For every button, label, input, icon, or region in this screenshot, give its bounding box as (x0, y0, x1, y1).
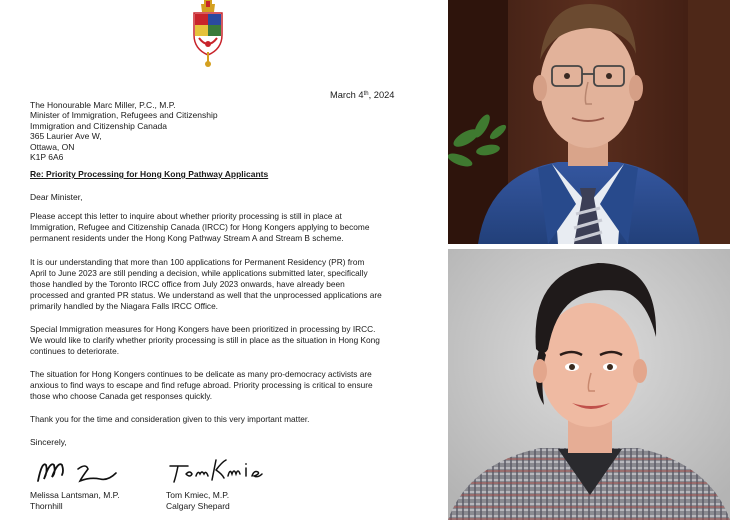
signer-name: Melissa Lantsman, M.P. (30, 490, 120, 500)
address-line: Minister of Immigration, Refugees and Citizenship (30, 110, 218, 121)
address-line: The Honourable Marc Miller, P.C., M.P. (30, 100, 176, 110)
signer-name: Tom Kmiec, M.P. (166, 490, 230, 500)
paragraph-line: It is our understanding that more than 100 applications for Permanent Residency (PR) from (30, 257, 365, 267)
paragraph-line: Thank you for the time and consideration given to this very important matter. (30, 414, 310, 424)
paragraph-line: continues to deteriorate. (30, 346, 120, 356)
portrait-man-photo (448, 0, 730, 244)
signer-block (30, 490, 120, 512)
letter-paragraph (30, 414, 408, 425)
parliament-crest-icon (190, 0, 226, 70)
signature-kmiec (166, 456, 264, 486)
letter-closing: Sincerely, (30, 437, 67, 447)
paragraph-line: those who choose Canada get responses quickly. (30, 391, 213, 401)
address-line: 365 Laurier Ave W, (30, 131, 102, 142)
letter-paragraph (30, 324, 408, 357)
paragraph-line: The situation for Hong Kongers continues to be delicate as many pro-democracy activists are (30, 369, 372, 379)
paragraph-line: April to June 2023 are still pending a decision, while applications submitted later, specifically (30, 268, 368, 278)
paragraph-line: permanent residents under the Hong Kong Pathway Stream A and Stream B scheme. (30, 233, 344, 243)
letter-paragraph (30, 369, 408, 402)
address-line: K1P 6A6 (30, 152, 64, 163)
paragraph-line: processed and granted PR status. We understand as well that the unprocessed applications are (30, 290, 382, 300)
address-line: Ottawa, ON (30, 141, 75, 152)
signer-riding: Calgary Shepard (166, 501, 230, 511)
letter-date: March 4th, 2024 (330, 90, 395, 100)
paragraph-line: anxious to find ways to escape and find refuge abroad. Priority processing is critical to ensure (30, 380, 373, 390)
paragraph-line: Please accept this letter to inquire about whether priority processing is still in place at (30, 211, 342, 221)
recipient-address (30, 100, 218, 162)
paragraph-line: We would like to clarify whether priority processing is still in place as the situation in Hong Kong (30, 335, 380, 345)
paragraph-line: Immigration, Refugee and Citizenship Canada (IRCC) for Hong Kongers applying to become (30, 222, 370, 232)
letter-paragraph (30, 211, 408, 244)
portrait-woman-photo (448, 249, 730, 520)
signer-riding: Thornhill (30, 501, 63, 511)
letter-paragraph (30, 257, 408, 312)
letter-salutation: Dear Minister, (30, 192, 83, 202)
signer-block (166, 490, 230, 512)
paragraph-line: Special Immigration measures for Hong Kongers have been prioritized in processing by IRCC. (30, 324, 376, 334)
address-line: Immigration and Citizenship Canada (30, 120, 168, 131)
paragraph-line: those handled by the Toronto IRCC office from July 2023 onwards, have already been (30, 279, 345, 289)
paragraph-line: primarily handled by the Niagara Falls IRCC Office. (30, 301, 218, 311)
signature-lantsman (34, 455, 126, 487)
letter-subject: Re: Priority Processing for Hong Kong Pathway Applicants (30, 169, 269, 179)
